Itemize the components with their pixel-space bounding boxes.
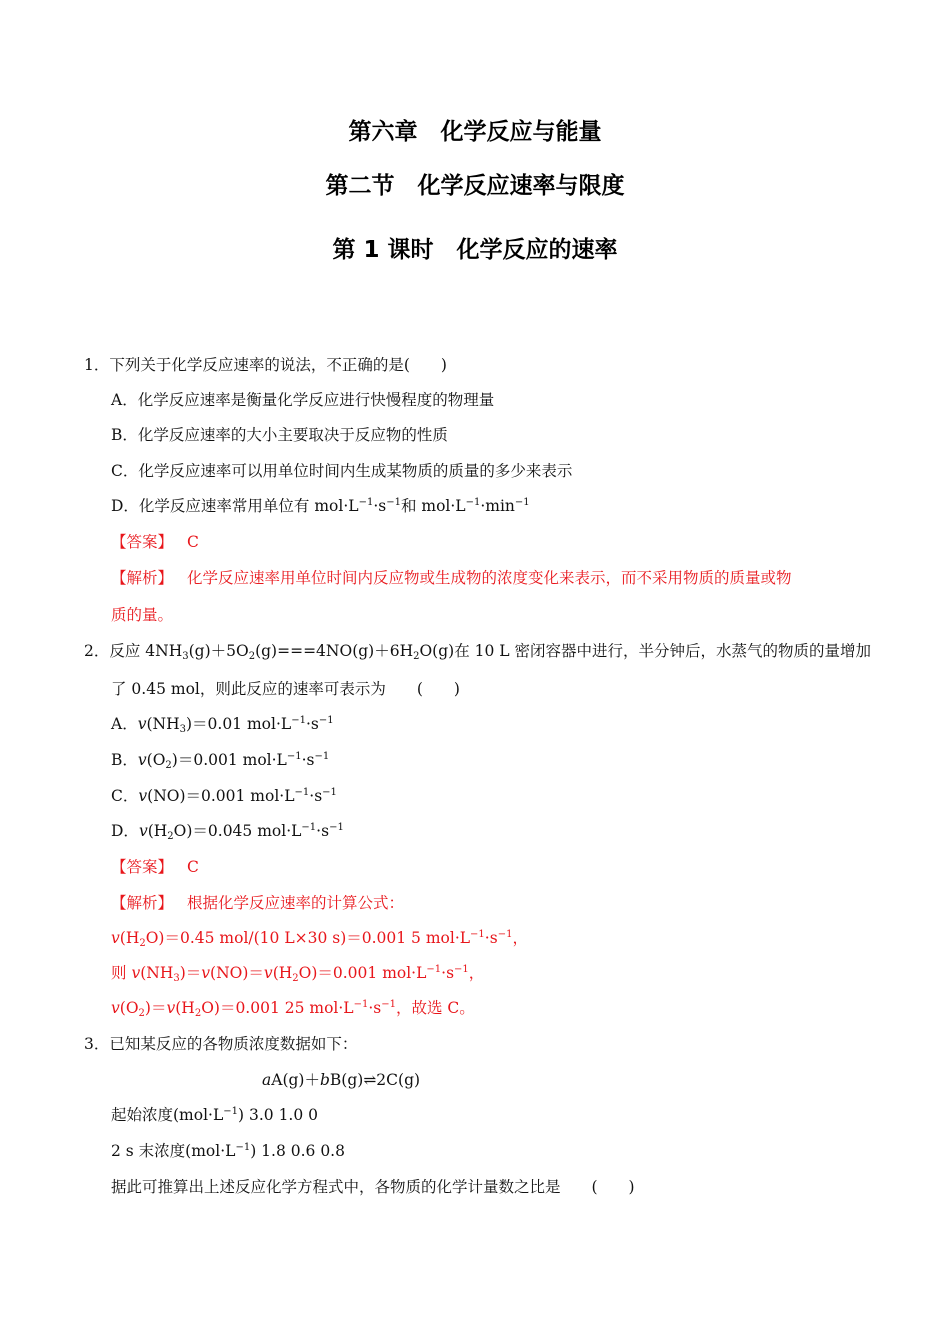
q2-stem: 2．反应 $4NH_3(g)+5O_2(g)===4NO(g)+6H_2O(g)$在 10 L 密闭容器中进行，半分钟后，水蒸气的物质的量增加 [84, 642, 871, 662]
q1-option-a: A．化学反应速率是衡量化学反应进行快慢程度的物理量 [111, 391, 495, 409]
q1-answer: 【答案】 C [111, 533, 199, 551]
q2-stem-cont: 了 0.45 mol，则此反应的速率可表示为 ( ) [111, 680, 460, 698]
q2-option-c: C．v(NO)＝0.001 $mol\cdot L^{-1}\cdot s^{-1}$ [111, 787, 337, 805]
q3-stem: 3．已知某反应的各物质浓度数据如下： [84, 1035, 358, 1053]
section-title: 第二节 化学反应速率与限度 [325, 173, 625, 199]
q3-initial-concentration: 起始浓度$(mol\cdot L^{-1})$ 3.0 1.0 0 [111, 1106, 319, 1124]
q1-stem: 1．下列关于化学反应速率的说法，不正确的是( ) [84, 356, 447, 374]
q2-analysis: 【解析】 根据化学反应速率的计算公式： [111, 894, 405, 912]
q1-analysis-cont: 质的量。 [111, 606, 174, 624]
q2-calc-3: $v(O_2)=v(H_2O)=0.001$ 25 $mol\cdot L^{-1}\cdot s^{-1}$，故选 C。 [111, 999, 475, 1019]
q1-option-c: C．化学反应速率可以用单位时间内生成某物质的质量的多少来表示 [111, 462, 573, 480]
q2-option-d: D．$v(H_2O)=0.045$ $mol\cdot L^{-1}\cdot s^{-1}$ [111, 822, 344, 842]
chapter-title: 第六章 化学反应与能量 [348, 119, 602, 145]
q2-option-a: A．$v(NH_3)=0.01$ $mol\cdot L^{-1}\cdot s^{-1}$ [111, 715, 334, 735]
q1-option-b: B．化学反应速率的大小主要取决于反应物的性质 [111, 426, 448, 444]
q2-calc-2: 则 $v(NH_3)=v(NO)=v(H_2O)=0.001$ $mol\cdot L^{-1}\cdot s^{-1}$， [111, 964, 485, 984]
q2-option-b: B．$v(O_2)=0.001$ $mol\cdot L^{-1}\cdot s^{-1}$ [111, 751, 330, 771]
q2-calc-1: $v(H_2O)=0.45$ mol/(10 L×30 s)＝0.001 5 $mol\cdot L^{-1}\cdot s^{-1}$， [111, 929, 528, 949]
lesson-title: 第 1 课时 化学反应的速率 [332, 237, 618, 263]
q3-question: 据此可推算出上述反应化学方程式中，各物质的化学计量数之比是 ( ) [111, 1178, 635, 1196]
q3-2s-concentration: 2 s 末浓度$(mol\cdot L^{-1})$ 1.8 0.6 0.8 [111, 1142, 345, 1160]
q1-analysis: 【解析】 化学反应速率用单位时间内反应物或生成物的浓度变化来表示，而不采用物质的质量或物 [111, 569, 792, 587]
q2-answer: 【答案】 C [111, 858, 199, 876]
q1-option-d: D．化学反应速率常用单位有 $mol\cdot L^{-1}\cdot s^{-1}$和 $mol\cdot L^{-1}\cdot\min^{-1}$ [111, 497, 530, 515]
q3-equation: aA(g)＋bB(g)⇌2C(g) [262, 1071, 421, 1089]
